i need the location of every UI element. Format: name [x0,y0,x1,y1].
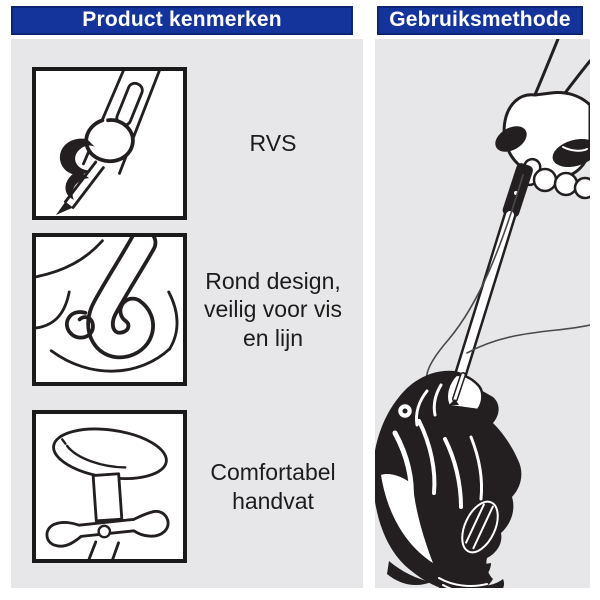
features-header: Product kenmerken [11,6,353,35]
t-grip-handle-icon [36,414,183,559]
features-panel [11,39,363,588]
rounded-hook-icon [36,237,183,382]
feature-label-rvs: RVS [249,130,297,157]
usage-header: Gebruiksmethode [377,6,583,35]
feature-box-round-design [32,233,187,386]
feature-label-round-design: Rond design, veilig voor vis en lijn [203,268,343,351]
feature-box-handle [32,410,187,563]
feature-label-handle: Comfortabel handvat [210,459,336,514]
usage-panel [375,39,590,588]
hand-fish-hook-remover-icon [375,39,590,588]
feature-box-steel-tip [32,67,187,220]
usage-illustration [375,39,590,588]
hook-remover-tip-icon [36,71,183,216]
